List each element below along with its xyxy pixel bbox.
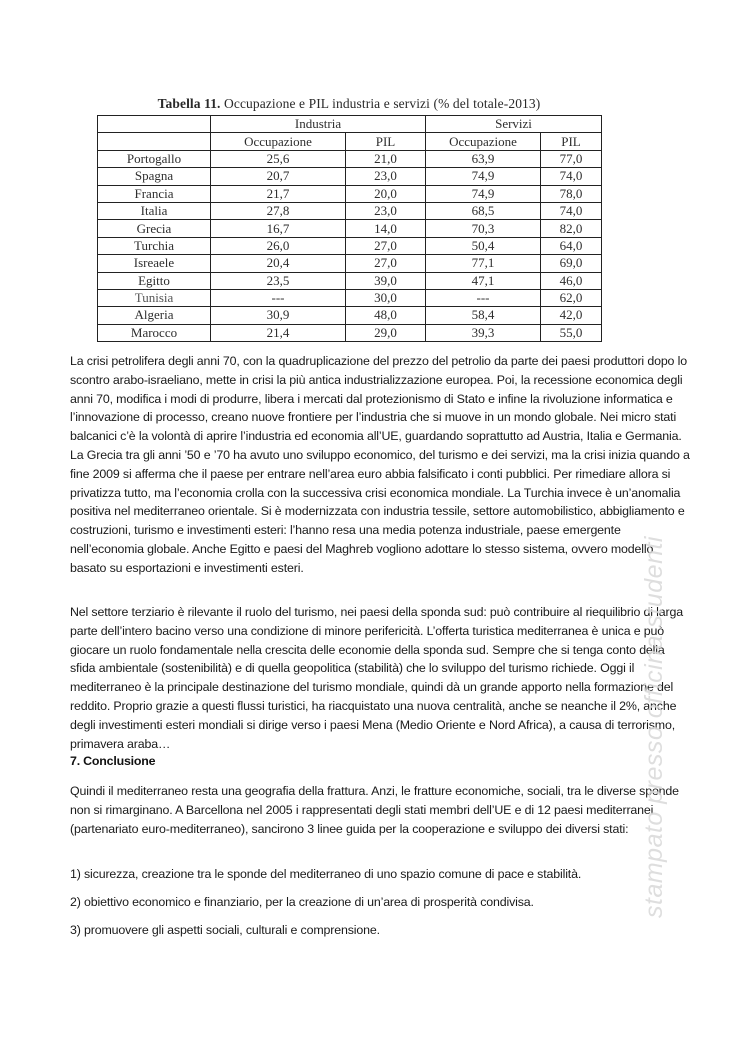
servizi-occupazione-cell: 68,5 xyxy=(426,202,541,219)
table-row xyxy=(98,220,602,237)
industria-pil-cell: 14,0 xyxy=(346,220,426,237)
section-heading-conclusion: 7. Conclusione xyxy=(70,754,156,768)
paragraph-conclusion: Quindi il mediterraneo resta una geografia della frattura. Anzi, le fratture economiche, sociali, tra le diverse sponde non si rimarginano. A Barcellona nel 2005 i rappresentati degli stati membri dell’UE e di 12 paesi mediterranei (partenariato euro-mediterraneo), sancirono 3 linee guida per la cooperazione e sviluppo dei diversi stati: xyxy=(70,784,679,836)
servizi-pil-cell: 78,0 xyxy=(541,185,602,202)
industria-pil-cell: 23,0 xyxy=(346,168,426,185)
header-servizi: Servizi xyxy=(426,116,602,133)
country-cell: Algeria xyxy=(98,307,211,324)
servizi-pil-cell: 42,0 xyxy=(541,307,602,324)
country-cell: Turchia xyxy=(98,237,211,254)
country-cell: Italia xyxy=(98,202,211,219)
table-row xyxy=(98,307,602,324)
subheader-servizi-pil: PIL xyxy=(541,133,602,150)
country-cell: Portogallo xyxy=(98,150,211,167)
servizi-occupazione-cell: 77,1 xyxy=(426,255,541,272)
country-cell: Francia xyxy=(98,185,211,202)
table-caption xyxy=(97,96,601,112)
table-row xyxy=(98,255,602,272)
subheader-industria-pil: PIL xyxy=(346,133,426,150)
table-sub-header-row xyxy=(98,133,602,150)
industria-occupazione-cell: 16,7 xyxy=(211,220,346,237)
country-cell: Isreaele xyxy=(98,255,211,272)
industria-pil-cell: 21,0 xyxy=(346,150,426,167)
table-caption-text: Occupazione e PIL industria e servizi (% del totale-2013) xyxy=(220,96,541,111)
header-empty-cell xyxy=(98,116,211,133)
paragraph-oil-crisis: La crisi petrolifera degli anni 70, con la quadruplicazione del prezzo del petrolio da parte dei paesi produttori dopo lo scontro arabo-israeliano, mette in crisi la più antica industrializzazione europea. Poi, la recessione economica degli anni 70, modifica i modi di produrre, libera i mercati dal protezionismo di Stato e infine la rivoluzione informatica e l’innovazione di processo, creano nuove frontiere per l’industria che si muove in un mondo globale. Nei micro stati balcanici c’è la volontà di aprire l’industria ed economia all’UE, guardando soprattutto ad Austria, Italia e Germania. La Grecia tra gli anni ’50 e ’70 ha avuto uno sviluppo economico, del turismo e dei servizi, ma la crisi inizia quando a fine 2009 si afferma che il paese per entrare nell’area euro abbia falsificato i conti pubblici. Per rimediare allora si privatizza tutto, ma l’economia crolla con la successiva crisi economica mondiale. La Turchia invece è un’anomalia positiva nel mediterraneo orientale. Si è modernizzata con industria tessile, settore automobilistico, abbigliamento e costruzioni, turismo e investimenti esteri: l’hanno resa una media potenza industriale, paese emergente nell’economia globale. Anche Egitto e paesi del Maghreb vogliono adottare lo stesso sistema, ovvero modello basato su esportazioni e investimenti esteri. xyxy=(70,354,690,575)
industria-occupazione-cell: 30,9 xyxy=(211,307,346,324)
country-cell: Tunisia xyxy=(98,289,211,306)
industria-pil-cell: 20,0 xyxy=(346,185,426,202)
industria-occupazione-cell: --- xyxy=(211,289,346,306)
list-item-security: 1) sicurezza, creazione tra le sponde del mediterraneo di uno spazio comune di pace e stabilità. xyxy=(70,867,582,881)
table-row xyxy=(98,185,602,202)
servizi-occupazione-cell: 58,4 xyxy=(426,307,541,324)
industria-occupazione-cell: 26,0 xyxy=(211,237,346,254)
industria-pil-cell: 27,0 xyxy=(346,237,426,254)
servizi-pil-cell: 64,0 xyxy=(541,237,602,254)
servizi-occupazione-cell: 39,3 xyxy=(426,324,541,341)
list-item-economic: 2) obiettivo economico e finanziario, per la creazione di un’area di prosperità condivisa. xyxy=(70,895,534,909)
watermark: stampato presso officina studenti xyxy=(640,536,668,918)
servizi-occupazione-cell: 70,3 xyxy=(426,220,541,237)
industria-occupazione-cell: 20,4 xyxy=(211,255,346,272)
industria-pil-cell: 39,0 xyxy=(346,272,426,289)
servizi-occupazione-cell: 74,9 xyxy=(426,168,541,185)
subheader-industria-occupazione: Occupazione xyxy=(211,133,346,150)
industria-pil-cell: 48,0 xyxy=(346,307,426,324)
industria-occupazione-cell: 23,5 xyxy=(211,272,346,289)
country-cell: Grecia xyxy=(98,220,211,237)
subheader-servizi-occupazione: Occupazione xyxy=(426,133,541,150)
industria-pil-cell: 30,0 xyxy=(346,289,426,306)
servizi-pil-cell: 62,0 xyxy=(541,289,602,306)
employment-gdp-table xyxy=(97,115,602,342)
industria-pil-cell: 27,0 xyxy=(346,255,426,272)
table-row xyxy=(98,289,602,306)
industria-occupazione-cell: 20,7 xyxy=(211,168,346,185)
industria-occupazione-cell: 25,6 xyxy=(211,150,346,167)
table-group-header-row xyxy=(98,116,602,133)
industria-occupazione-cell: 21,4 xyxy=(211,324,346,341)
paragraph-tourism: Nel settore terziario è rilevante il ruolo del turismo, nei paesi della sponda sud: può contribuire al riequilibrio di larga parte dell’intero bacino verso una condizione di minore perifericità. L’offerta turistica mediterranea è unica e può giocare un ruolo fondamentale nella crescita delle economie della sponda sud. Sempre che si tenga conto della sfida ambientale (sostenibilità) e di quella geopolitica (stabilità) che lo sviluppo del turismo richiede. Oggi il mediterraneo è la principale destinazione del turismo mondiale, quindi dà un grande apporto nella formazione del reddito. Proprio grazie a questi flussi turistici, ha riacquistato una nuova centralità, anche se neanche il 2%, anche degli investimenti esteri mondiali si dirige verso i paesi Mena (Medio Oriente e Nord Africa), a causa di terrorismo, primavera araba… xyxy=(70,605,683,751)
servizi-pil-cell: 46,0 xyxy=(541,272,602,289)
table-row xyxy=(98,272,602,289)
country-cell: Spagna xyxy=(98,168,211,185)
servizi-occupazione-cell: --- xyxy=(426,289,541,306)
servizi-pil-cell: 69,0 xyxy=(541,255,602,272)
servizi-occupazione-cell: 63,9 xyxy=(426,150,541,167)
country-cell: Marocco xyxy=(98,324,211,341)
table-row xyxy=(98,150,602,167)
list-item-social: 3) promuovere gli aspetti sociali, culturali e comprensione. xyxy=(70,923,380,937)
table-row xyxy=(98,202,602,219)
industria-pil-cell: 23,0 xyxy=(346,202,426,219)
industria-pil-cell: 29,0 xyxy=(346,324,426,341)
servizi-pil-cell: 74,0 xyxy=(541,168,602,185)
servizi-pil-cell: 82,0 xyxy=(541,220,602,237)
country-cell: Egitto xyxy=(98,272,211,289)
header-industria: Industria xyxy=(211,116,426,133)
table-row xyxy=(98,237,602,254)
servizi-occupazione-cell: 50,4 xyxy=(426,237,541,254)
servizi-occupazione-cell: 74,9 xyxy=(426,185,541,202)
table-caption-label: Tabella 11. xyxy=(157,96,221,111)
industria-occupazione-cell: 27,8 xyxy=(211,202,346,219)
servizi-pil-cell: 55,0 xyxy=(541,324,602,341)
servizi-pil-cell: 74,0 xyxy=(541,202,602,219)
table-row xyxy=(98,324,602,341)
subheader-empty-cell xyxy=(98,133,211,150)
table-row xyxy=(98,168,602,185)
industria-occupazione-cell: 21,7 xyxy=(211,185,346,202)
servizi-occupazione-cell: 47,1 xyxy=(426,272,541,289)
servizi-pil-cell: 77,0 xyxy=(541,150,602,167)
